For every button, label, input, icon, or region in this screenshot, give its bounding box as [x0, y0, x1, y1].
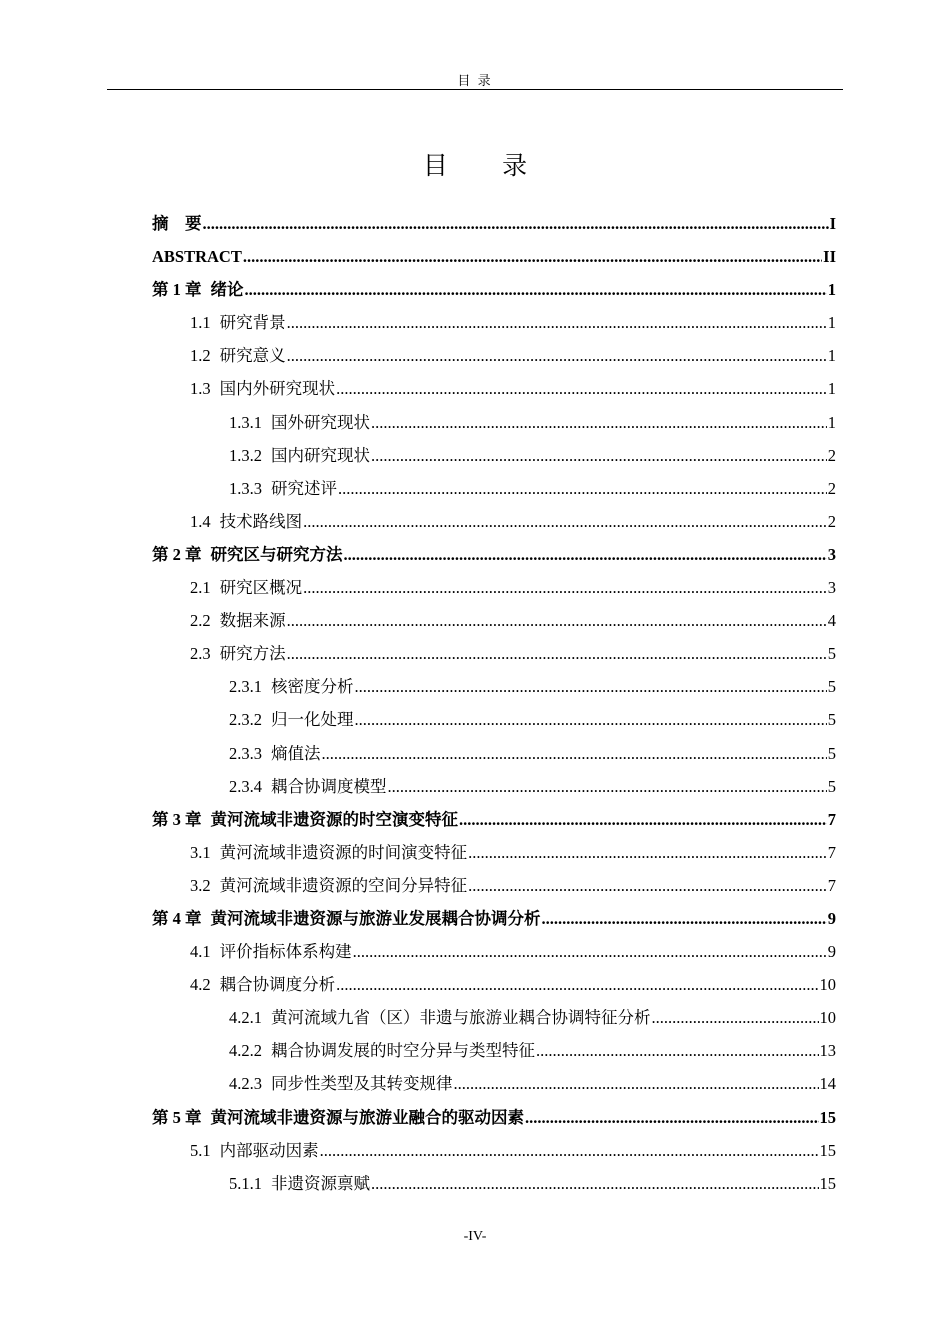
toc-entry[interactable]: [152, 968, 836, 1001]
toc-entry-title: 同步性类型及其转变规律: [271, 1074, 453, 1094]
toc-entry-number: 1.3.2: [229, 445, 262, 465]
toc-entry-number: 4.1: [190, 942, 211, 962]
toc-entry-number: 2.3.4: [229, 776, 262, 796]
toc-entry-number: 4.2.2: [229, 1041, 262, 1061]
toc-entry-page: 13: [819, 1041, 836, 1061]
toc-entry[interactable]: [152, 670, 836, 703]
toc-entry[interactable]: [152, 240, 836, 273]
toc-entry-title: 黄河流域非遗资源与旅游业发展耦合协调分析: [210, 908, 541, 928]
toc-entry-title: 数据来源: [219, 611, 286, 631]
toc-entry[interactable]: [152, 472, 836, 505]
toc-entry-title: 技术路线图: [219, 511, 303, 531]
toc-entry-number: 1.2: [190, 346, 211, 366]
toc-entry[interactable]: [152, 1167, 836, 1200]
toc-entry-title: 研究述评: [271, 478, 337, 498]
toc-entry-title: 黄河流域非遗资源的空间分异特征: [219, 875, 468, 895]
toc-entry[interactable]: [152, 1101, 836, 1134]
toc-dot-leader: [322, 737, 827, 770]
toc-entry[interactable]: [152, 737, 836, 770]
toc-entry-number: 1.3.3: [229, 478, 262, 498]
toc-dot-leader: [344, 538, 827, 571]
toc-entry-number: 1.3.1: [229, 412, 262, 432]
toc-entry[interactable]: [152, 571, 836, 604]
toc-entry-number: 1.4: [190, 511, 211, 531]
toc-entry[interactable]: [152, 803, 836, 836]
toc-dot-leader: [468, 869, 827, 902]
toc-entry-page: 1: [827, 346, 836, 366]
toc-entry-title: 黄河流域非遗资源的时空演变特征: [210, 809, 458, 829]
toc-entry-page: 1: [827, 412, 836, 432]
toc-entry[interactable]: [152, 372, 836, 405]
toc-dot-leader: [303, 505, 827, 538]
toc-entry-page: 5: [827, 710, 836, 730]
toc-entry-title: 归一化处理: [271, 710, 354, 730]
toc-entry[interactable]: [152, 869, 836, 902]
toc-entry-title: 黄河流域非遗资源的时间演变特征: [219, 842, 468, 862]
toc-dot-leader: [203, 207, 829, 240]
toc-entry-number: 3.2: [190, 875, 211, 895]
toc-dot-leader: [388, 770, 827, 803]
toc-dot-leader: [355, 670, 827, 703]
toc-entry-number: 2.1: [190, 578, 211, 598]
toc-dot-leader: [459, 803, 827, 836]
page-title: 目 录: [422, 153, 552, 180]
toc-entry[interactable]: [152, 902, 836, 935]
toc-entry-page: 4: [827, 611, 836, 631]
toc-entry-title: 熵值法: [271, 743, 321, 763]
toc-entry-page: 15: [819, 1107, 836, 1127]
toc-entry-page: 2: [827, 478, 836, 498]
toc-entry-number: 第 2 章: [152, 544, 202, 564]
toc-entry-number: 2.3: [190, 644, 211, 664]
toc-dot-leader: [287, 339, 827, 372]
toc-entry-title: 研究区概况: [219, 578, 303, 598]
toc-entry[interactable]: [152, 1001, 836, 1034]
toc-entry-page: 5: [827, 644, 836, 664]
toc-entry[interactable]: [152, 770, 836, 803]
toc-entry[interactable]: [152, 439, 836, 472]
toc-entry-number: 第 3 章: [152, 809, 202, 829]
toc-entry-number: 3.1: [190, 842, 211, 862]
toc-entry-title: 耦合协调度分析: [219, 975, 336, 995]
table-of-contents: [152, 207, 836, 1200]
toc-entry-title: 核密度分析: [271, 677, 354, 697]
toc-dot-leader: [287, 306, 827, 339]
toc-entry-page: 3: [827, 578, 836, 598]
toc-entry-title: 非遗资源禀赋: [271, 1173, 370, 1193]
toc-dot-leader: [371, 1167, 819, 1200]
toc-entry-title: 评价指标体系构建: [219, 942, 352, 962]
toc-entry-page: II: [823, 247, 836, 267]
toc-entry-page: I: [829, 214, 836, 233]
toc-entry[interactable]: [152, 637, 836, 670]
toc-entry-page: 9: [827, 908, 836, 928]
toc-entry-number: 2.3.1: [229, 677, 262, 697]
toc-dot-leader: [536, 1034, 819, 1067]
toc-entry-page: 15: [819, 1173, 836, 1193]
toc-dot-leader: [454, 1067, 819, 1100]
toc-entry-number: 第 5 章: [152, 1107, 202, 1127]
toc-entry-page: 1: [827, 280, 836, 300]
toc-dot-leader: [336, 968, 818, 1001]
toc-entry[interactable]: [152, 207, 836, 240]
toc-dot-leader: [542, 902, 827, 935]
toc-entry-page: 1: [827, 313, 836, 333]
toc-entry-page: 15: [819, 1140, 836, 1160]
toc-entry-number: 2.2: [190, 611, 211, 631]
toc-entry-title: 黄河流域九省（区）非遗与旅游业耦合协调特征分析: [271, 1008, 651, 1028]
toc-entry-page: 2: [827, 511, 836, 531]
toc-entry-page: 5: [827, 743, 836, 763]
toc-entry[interactable]: [152, 339, 836, 372]
toc-entry-title: 研究背景: [219, 313, 286, 333]
toc-dot-leader: [245, 273, 827, 306]
toc-entry[interactable]: [152, 273, 836, 306]
toc-entry-page: 5: [827, 776, 836, 796]
toc-entry-title: 研究方法: [219, 644, 286, 664]
toc-entry-page: 1: [827, 379, 836, 399]
toc-entry-number: 2.3.3: [229, 743, 262, 763]
toc-dot-leader: [287, 604, 827, 637]
toc-entry[interactable]: [152, 935, 836, 968]
toc-entry[interactable]: [152, 703, 836, 736]
toc-dot-leader: [525, 1101, 819, 1134]
toc-entry-page: 7: [827, 842, 836, 862]
toc-entry-page: 3: [827, 544, 836, 564]
toc-entry-number: 5.1.1: [229, 1173, 262, 1193]
toc-entry-number: 4.2: [190, 975, 211, 995]
toc-entry-number: 1.1: [190, 313, 211, 333]
toc-dot-leader: [320, 1134, 819, 1167]
toc-entry-page: 14: [819, 1074, 836, 1094]
toc-dot-leader: [355, 703, 827, 736]
page-number: -IV-: [463, 1229, 487, 1244]
toc-entry-page: 5: [827, 677, 836, 697]
toc-dot-leader: [371, 439, 827, 472]
toc-entry[interactable]: [152, 836, 836, 869]
toc-entry-number: 5.1: [190, 1140, 211, 1160]
toc-entry-page: 10: [819, 975, 836, 995]
toc-entry[interactable]: [152, 505, 836, 538]
toc-entry-page: 7: [827, 875, 836, 895]
toc-entry[interactable]: [152, 1067, 836, 1100]
toc-entry-number: 4.2.1: [229, 1008, 262, 1028]
toc-dot-leader: [353, 935, 827, 968]
toc-entry[interactable]: [152, 538, 836, 571]
toc-entry-number: 4.2.3: [229, 1074, 262, 1094]
toc-dot-leader: [338, 472, 827, 505]
toc-dot-leader: [652, 1001, 819, 1034]
toc-entry-title: 研究区与研究方法: [210, 544, 343, 564]
toc-entry[interactable]: [152, 1134, 836, 1167]
toc-entry-title: ABSTRACT: [152, 247, 242, 267]
toc-dot-leader: [468, 836, 827, 869]
toc-entry-title: 研究意义: [219, 346, 286, 366]
toc-entry-page: 10: [819, 1008, 836, 1028]
toc-dot-leader: [371, 406, 827, 439]
toc-entry-title: 耦合协调度模型: [271, 776, 387, 796]
toc-entry[interactable]: [152, 406, 836, 439]
running-header: 目 录: [457, 73, 493, 88]
toc-entry-number: 第 1 章: [152, 280, 202, 300]
toc-dot-leader: [336, 372, 827, 405]
toc-entry-number: 1.3: [190, 379, 211, 399]
header-rule: [107, 89, 843, 90]
toc-entry[interactable]: [152, 306, 836, 339]
toc-entry-title: 绪论: [210, 280, 244, 300]
toc-entry-page: 9: [827, 942, 836, 962]
toc-entry-page: 7: [827, 809, 836, 829]
toc-entry-title: 内部驱动因素: [219, 1140, 319, 1160]
toc-entry-title: 国内研究现状: [271, 445, 370, 465]
toc-dot-leader: [243, 240, 822, 273]
toc-entry-title: 摘 要: [152, 214, 202, 233]
toc-entry-title: 国内外研究现状: [219, 379, 336, 399]
toc-entry-number: 2.3.2: [229, 710, 262, 730]
toc-entry-page: 2: [827, 445, 836, 465]
toc-entry-number: 第 4 章: [152, 908, 202, 928]
toc-entry[interactable]: [152, 604, 836, 637]
toc-dot-leader: [303, 571, 827, 604]
toc-entry-title: 耦合协调发展的时空分异与类型特征: [271, 1041, 535, 1061]
toc-entry-title: 黄河流域非遗资源与旅游业融合的驱动因素: [210, 1107, 524, 1127]
toc-dot-leader: [287, 637, 827, 670]
toc-entry[interactable]: [152, 1034, 836, 1067]
toc-entry-title: 国外研究现状: [271, 412, 370, 432]
